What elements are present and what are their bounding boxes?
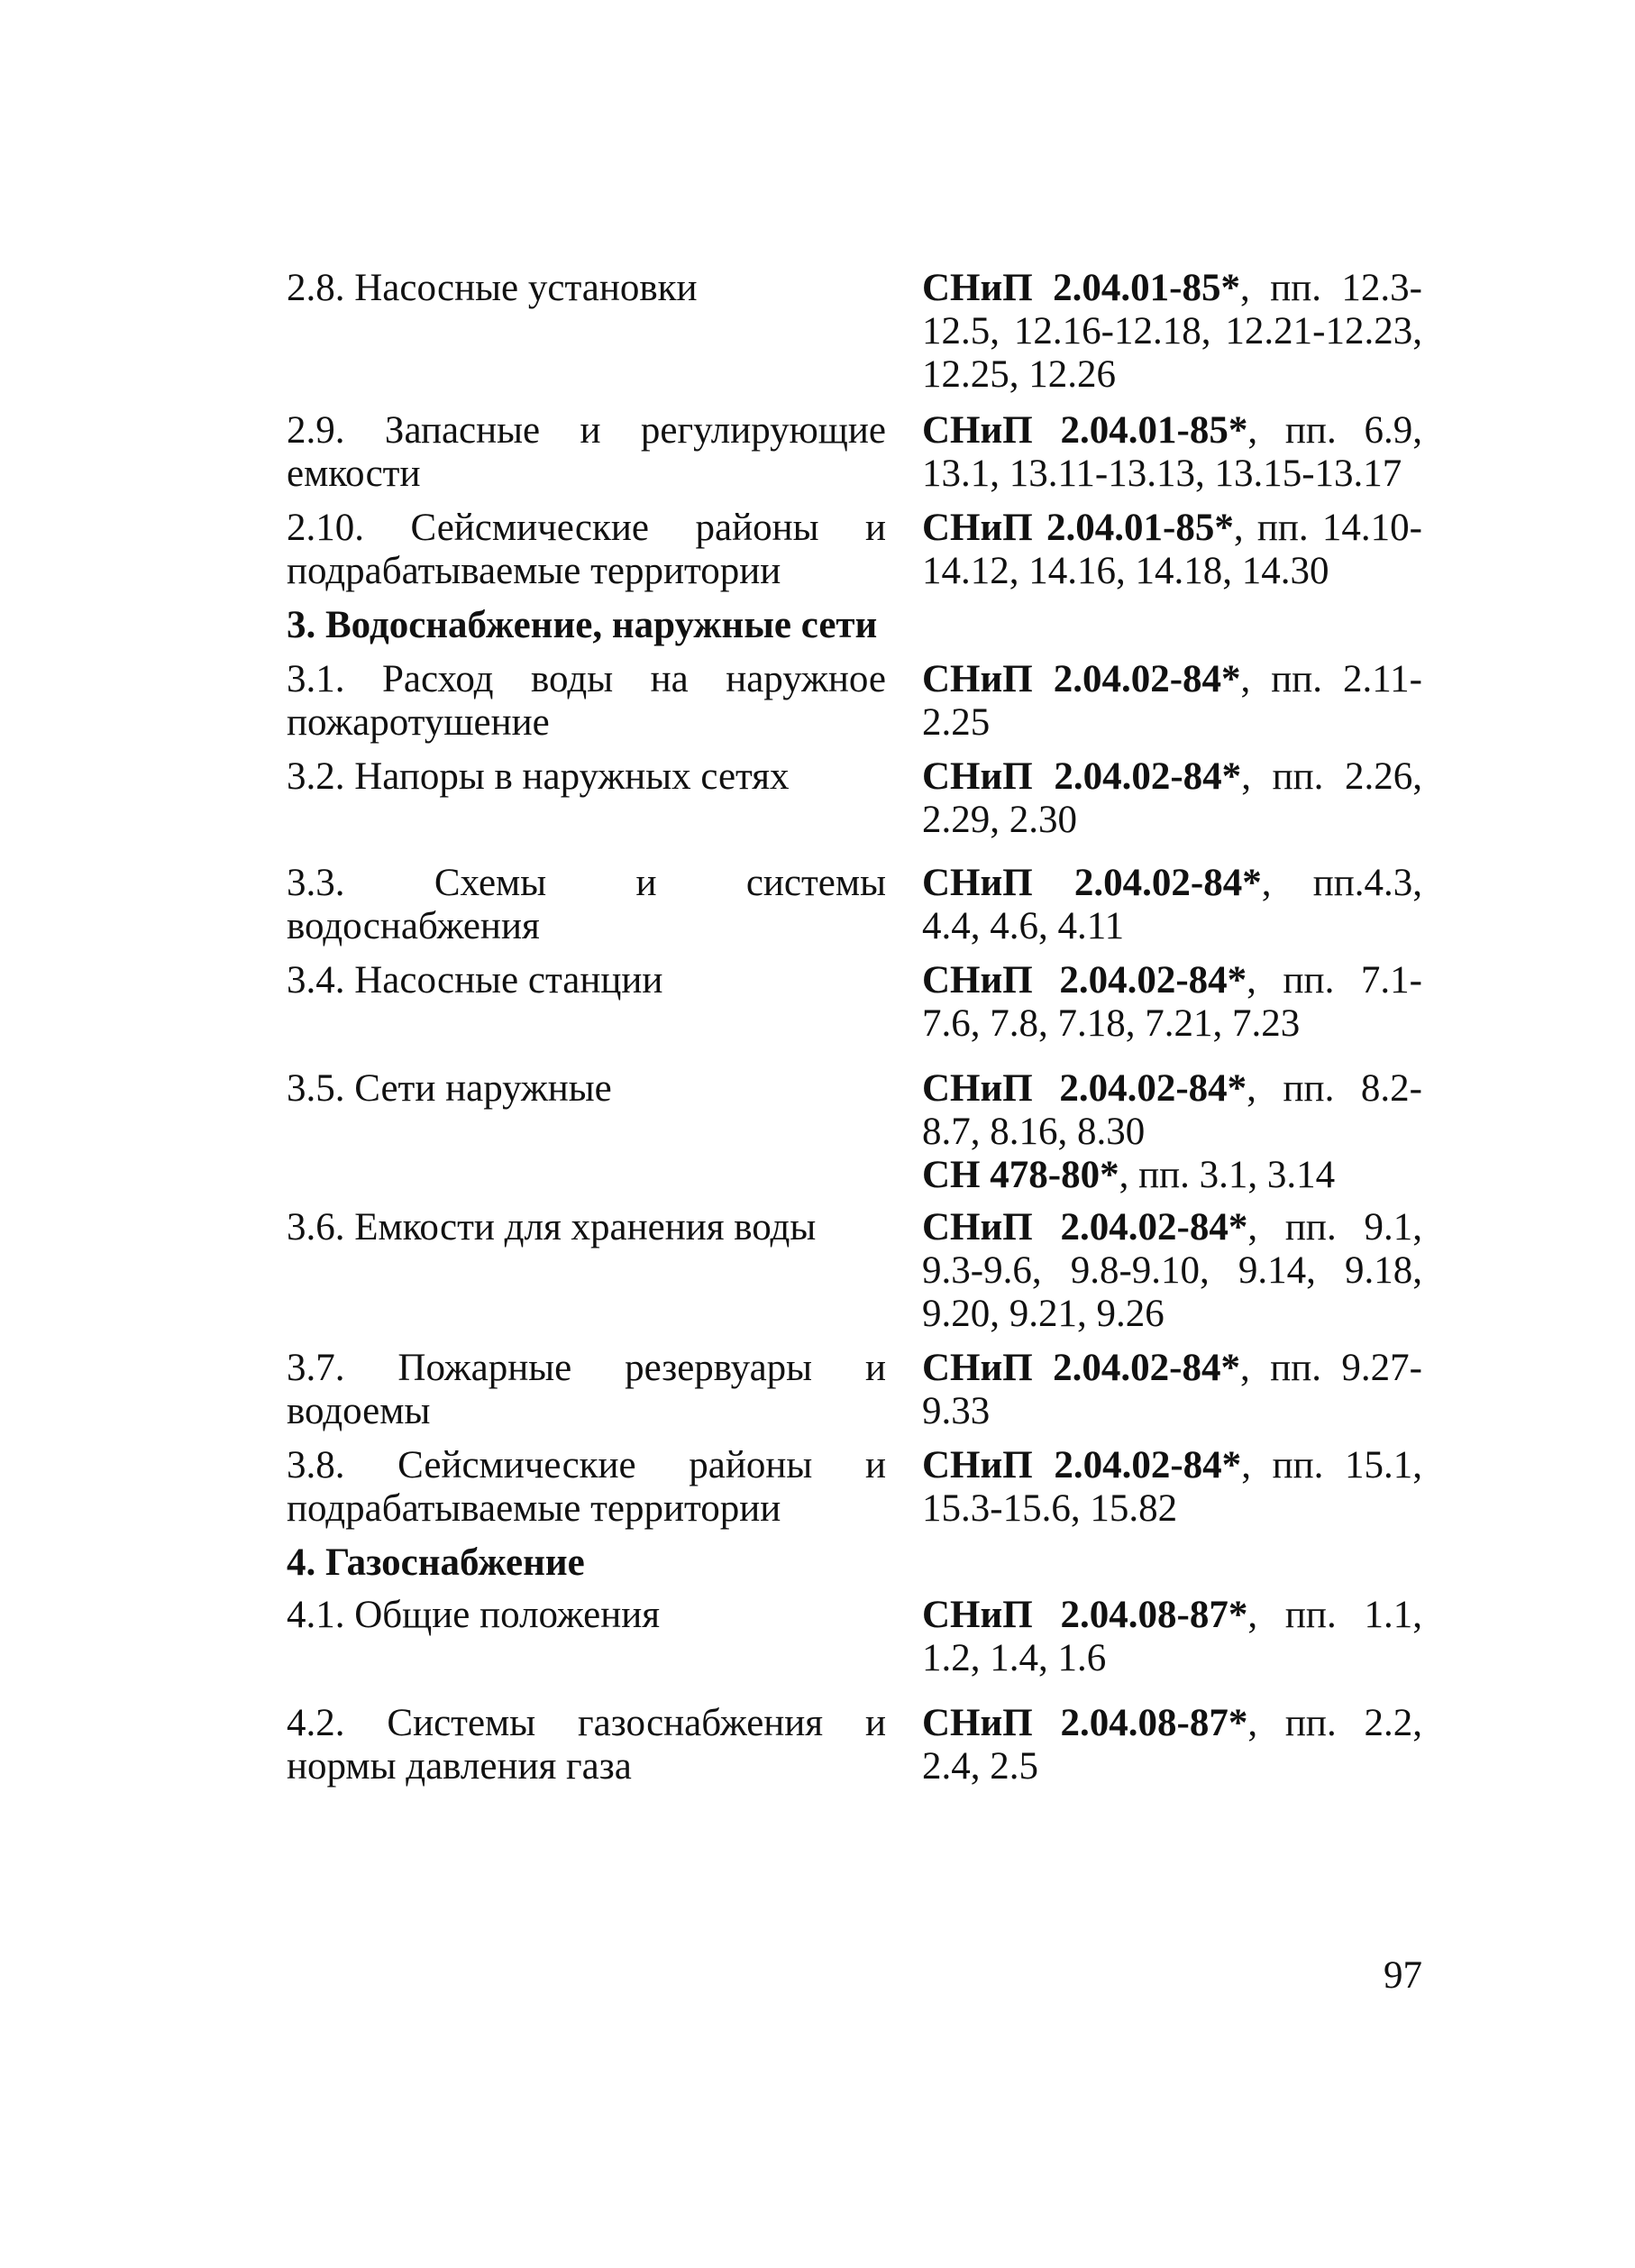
section-title: 3.8. Сейсмические районы и подрабатываемые территории (287, 1444, 886, 1530)
normative-reference (922, 409, 1422, 496)
reference-clauses: , пп. 2.26, 2.29, 2.30 (922, 755, 1422, 841)
reference-clauses: , пп. 9.27-9.33 (922, 1347, 1422, 1432)
section-heading-row (287, 1541, 1422, 1585)
normative-reference (922, 862, 1422, 948)
section-title: 3.6. Емкости для хранения воды (287, 1206, 817, 1248)
reference-clauses: , пп. 3.1, 3.14 (1119, 1154, 1336, 1196)
reference-clauses: , пп. 8.2-8.7, 8.16, 8.30 (922, 1067, 1423, 1153)
normative-reference (922, 959, 1422, 1046)
table-row (287, 959, 1422, 1046)
normative-reference (922, 1702, 1422, 1788)
reference-clauses: , пп. 14.10-14.12, 14.16, 14.18, 14.30 (922, 507, 1422, 592)
normative-reference (922, 1206, 1422, 1336)
normative-reference (922, 1347, 1422, 1433)
reference-code: СНиП 2.04.02-84* (922, 862, 1262, 904)
reference-clauses: , пп. 2.2, 2.4, 2.5 (922, 1702, 1422, 1788)
normative-reference (922, 1594, 1422, 1680)
reference-code: СНиП 2.04.02-84* (922, 658, 1241, 700)
table-row (287, 1594, 1422, 1680)
reference-code: СНиП 2.04.08-87* (922, 1594, 1248, 1636)
normative-reference (922, 755, 1422, 842)
reference-clauses: , пп. 6.9, 13.1, 13.11-13.13, 13.15-13.17 (922, 409, 1422, 495)
table-row (287, 1347, 1422, 1433)
reference-line (922, 1067, 1422, 1154)
reference-code: СНиП 2.04.01-85* (922, 409, 1248, 452)
normative-reference (922, 1067, 1422, 1197)
page-number: 97 (1384, 1954, 1422, 1997)
table-row (287, 1702, 1422, 1788)
reference-code: СНиП 2.04.02-84* (922, 959, 1247, 1001)
reference-code: СНиП 2.04.08-87* (922, 1702, 1248, 1744)
table-row (287, 507, 1422, 593)
section-title: 3.7. Пожарные резервуары и водоемы (287, 1347, 886, 1432)
section-title: 2.8. Насосные установки (287, 267, 698, 309)
section-title: 3.5. Сети наружные (287, 1067, 612, 1110)
section-title: 4.1. Общие положения (287, 1594, 661, 1636)
normative-reference (922, 658, 1422, 745)
section-heading: 4. Газоснабжение (287, 1541, 585, 1584)
reference-clauses: , пп. 15.1, 15.3-15.6, 15.82 (922, 1444, 1422, 1530)
section-heading-row (287, 604, 1422, 647)
reference-code: СНиП 2.04.02-84* (922, 1347, 1240, 1389)
section-title: 3.4. Насосные станции (287, 959, 663, 1001)
reference-code: СНиП 2.04.02-84* (922, 1067, 1247, 1110)
section-title: 3.1. Расход воды на наружное пожаротушение (287, 658, 886, 744)
reference-code: СНиП 2.04.01-85* (922, 267, 1240, 309)
norms-reference-table (287, 267, 1422, 1799)
reference-clauses: , пп. 1.1, 1.2, 1.4, 1.6 (922, 1594, 1422, 1679)
reference-code: СНиП 2.04.02-84* (922, 1444, 1242, 1486)
reference-clauses: , пп. 9.1, 9.3-9.6, 9.8-9.10, 9.14, 9.18, 9.20, 9.21, 9.26 (922, 1206, 1422, 1335)
section-title: 3.2. Напоры в наружных сетях (287, 755, 790, 798)
table-row (287, 409, 1422, 496)
reference-clauses: , пп. 7.1-7.6, 7.8, 7.18, 7.21, 7.23 (922, 959, 1423, 1045)
table-row (287, 862, 1422, 948)
reference-code: СНиП 2.04.01-85* (922, 507, 1234, 549)
table-row (287, 1206, 1422, 1336)
reference-clauses: , пп. 2.11-2.25 (922, 658, 1422, 744)
reference-clauses: , пп.4.3, 4.4, 4.6, 4.11 (922, 862, 1422, 947)
table-row (287, 1067, 1422, 1197)
normative-reference (922, 267, 1422, 397)
reference-line (922, 1154, 1422, 1197)
table-row (287, 1444, 1422, 1531)
reference-code: СН 478-80* (922, 1154, 1119, 1196)
table-row (287, 755, 1422, 842)
section-title: 2.9. Запасные и регулирующие емкости (287, 409, 886, 495)
section-heading: 3. Водоснабжение, наружные сети (287, 604, 878, 646)
normative-reference (922, 1444, 1422, 1531)
section-title: 3.3. Схемы и системы водоснабжения (287, 862, 886, 947)
section-title: 2.10. Сейсмические районы и подрабатываемые территории (287, 507, 886, 592)
reference-code: СНиП 2.04.02-84* (922, 755, 1242, 798)
reference-code: СНиП 2.04.02-84* (922, 1206, 1248, 1248)
normative-reference (922, 507, 1422, 593)
reference-clauses: , пп. 12.3-12.5, 12.16-12.18, 12.21-12.23, 12.25, 12.26 (922, 267, 1422, 396)
section-title: 4.2. Системы газоснабжения и нормы давления газа (287, 1702, 886, 1788)
table-row (287, 658, 1422, 745)
table-row (287, 267, 1422, 397)
